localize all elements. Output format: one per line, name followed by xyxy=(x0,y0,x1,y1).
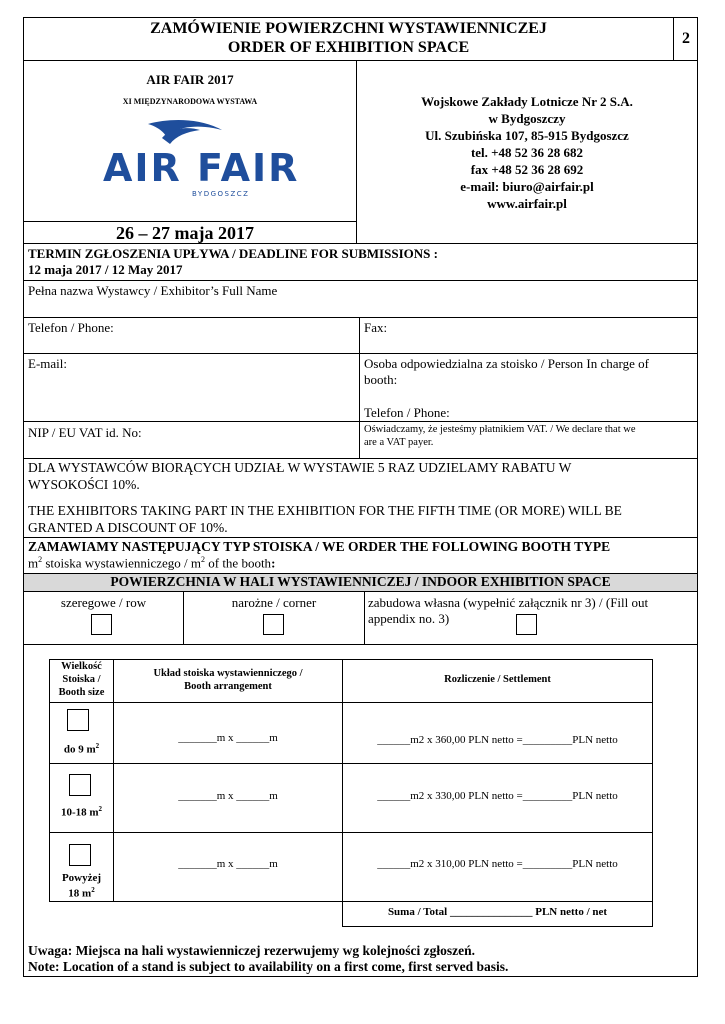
arrangement-row1[interactable]: _______m x ______m xyxy=(178,732,278,744)
col-size-header-3: Booth size xyxy=(58,687,105,698)
booth-unit-label: $m^2$ stoiska wystawienniczego / $m^2$ of the booth: xyxy=(28,555,276,571)
col-arrangement-header-2: Booth arrangement xyxy=(184,681,272,692)
fax-field[interactable] xyxy=(395,320,690,338)
col-size-header-1: Wielkość xyxy=(61,661,102,672)
size-row3-label-line2: 18 $m^2$ xyxy=(68,886,95,900)
opt-custom-checkbox[interactable] xyxy=(516,614,537,635)
opt-custom-line1: zabudowa własna (wypełnić załącznik nr 3) / (Fill out xyxy=(368,595,649,610)
phone-label: Telefon / Phone: xyxy=(28,320,114,335)
indoor-header: POWIERZCHNIA W HALI WYSTAWIENNICZEJ / INDOOR EXHIBITION SPACE xyxy=(110,574,611,589)
page-number: 2 xyxy=(682,30,690,47)
table-total-bottom xyxy=(342,926,653,927)
logo-city: BYDGOSZCZ xyxy=(192,190,250,198)
discount-top-line xyxy=(23,458,698,459)
email-top-line xyxy=(23,353,698,354)
person-phone-label: Telefon / Phone: xyxy=(364,405,450,420)
form-title-pl: ZAMÓWIENIE POWIERZCHNI WYSTAWIENNICZEJ xyxy=(150,20,547,37)
size-row1-checkbox[interactable] xyxy=(67,709,89,731)
organizer-name: Wojskowe Zakłady Lotnicze Nr 2 S.A. xyxy=(421,94,633,109)
col-arrangement-header-1: Układ stoiska wystawienniczego / xyxy=(153,668,303,679)
size-row3-label-line1: Powyżej xyxy=(61,872,102,884)
organizer-email[interactable]: e-mail: biuro@airfair.pl xyxy=(460,179,594,194)
exhibitor-name-field[interactable] xyxy=(28,299,688,316)
person-label-line2: booth: xyxy=(364,372,398,387)
person-label-line1: Osoba odpowiedzialna za stoisko / Person In charge of xyxy=(364,356,649,371)
nip-field[interactable] xyxy=(165,424,350,442)
settlement-row3[interactable]: ______m2 x 310,00 PLN netto =_________PLN netto xyxy=(377,858,618,870)
phone-field[interactable] xyxy=(130,320,350,338)
logo-wordmark: AIR FAIR xyxy=(103,146,300,190)
organizer-address: Ul. Szubińska 107, 85-915 Bydgoszcz xyxy=(425,128,629,143)
discount-pl-line1: DLA WYSTAWCÓW BIORĄCYCH UDZIAŁ W WYSTAWIE 5 RAZ UDZIELAMY RABATU W xyxy=(28,460,572,475)
organizer-website[interactable]: www.airfair.pl xyxy=(487,196,567,211)
fax-label: Fax: xyxy=(364,320,388,335)
options-bottom-line xyxy=(23,644,698,645)
total-row[interactable]: Suma / Total _______________ PLN netto / net xyxy=(387,906,608,918)
table-total-right xyxy=(652,901,653,927)
event-name: AIR FAIR 2017 xyxy=(146,72,234,87)
nip-label: NIP / EU VAT id. No: xyxy=(28,425,142,440)
email-label: E-mail: xyxy=(28,356,67,371)
table-header-line xyxy=(49,702,653,703)
vat-declaration-line2: are a VAT payer. xyxy=(364,437,434,448)
note-en: Note: Location of a stand is subject to availability on a first come, first served basis. xyxy=(28,959,509,974)
organizer-phone: tel. +48 52 36 28 682 xyxy=(470,145,584,160)
deadline-top-line xyxy=(23,243,698,244)
opt-divider-2 xyxy=(364,592,365,644)
table-row1-line xyxy=(49,763,653,764)
col-size-header-2: Stoiska / xyxy=(62,674,101,685)
vat-declaration-line1: Oświadczamy, że jesteśmy płatnikiem VAT. / We declare that we xyxy=(364,424,636,435)
discount-pl-line2: WYSOKOŚCI 10%. xyxy=(28,477,140,492)
contact-divider xyxy=(359,317,360,459)
header-bottom-line xyxy=(23,60,698,61)
event-subtitle: XI MIĘDZYNARODOWA WYSTAWA xyxy=(122,97,258,106)
arrangement-row3[interactable]: _______m x ______m xyxy=(178,858,278,870)
size-row2-checkbox[interactable] xyxy=(69,774,91,796)
email-field[interactable] xyxy=(80,356,350,374)
form-title-en: ORDER OF EXHIBITION SPACE xyxy=(227,39,470,56)
settlement-row1[interactable]: ______m2 x 360,00 PLN netto =_________PLN netto xyxy=(377,734,618,746)
booth-type-title: ZAMAWIAMY NASTĘPUJĄCY TYP STOISKA / WE ORDER THE FOLLOWING BOOTH TYPE xyxy=(28,539,611,554)
arrangement-row2[interactable]: _______m x ______m xyxy=(178,790,278,802)
organizer-city: w Bydgoszczy xyxy=(488,111,566,126)
name-top-line xyxy=(23,280,698,281)
opt-corner-label: narożne / corner xyxy=(231,595,317,610)
exhibitor-name-label: Pełna nazwa Wystawcy / Exhibitor’s Full Name xyxy=(28,283,278,298)
event-dates: 26 – 27 maja 2017 xyxy=(116,223,254,243)
size-row2-label: 10-18 $m^2$ xyxy=(60,805,103,819)
phone-top-line xyxy=(23,317,698,318)
size-row1-label: do 9 $m^2$ xyxy=(63,742,100,756)
opt-row-checkbox[interactable] xyxy=(91,614,112,635)
organizer-fax: fax +48 52 36 28 692 xyxy=(470,162,584,177)
deadline-label: TERMIN ZGŁOSZENIA UPŁYWA / DEADLINE FOR SUBMISSIONS : xyxy=(28,246,438,261)
opt-corner-checkbox[interactable] xyxy=(263,614,284,635)
discount-en-line1: THE EXHIBITORS TAKING PART IN THE EXHIBITION FOR THE FIFTH TIME (OR MORE) WILL BE xyxy=(28,503,622,518)
booth-type-top-line xyxy=(23,537,698,538)
col-settlement-header: Rozliczenie / Settlement xyxy=(444,674,551,685)
opt-custom-line2: appendix no. 3) xyxy=(368,611,450,626)
nip-top-line xyxy=(23,421,698,422)
opt-row-label: szeregowe / row xyxy=(60,595,147,610)
discount-en-line2: GRANTED A DISCOUNT OF 10%. xyxy=(28,520,228,535)
dates-top-line xyxy=(23,221,356,222)
deadline-date: 12 maja 2017 / 12 May 2017 xyxy=(28,262,183,277)
size-row3-checkbox[interactable] xyxy=(69,844,91,866)
settlement-row2[interactable]: ______m2 x 330,00 PLN netto =_________PLN netto xyxy=(377,790,618,802)
note-pl: Uwaga: Miejsca na hali wystawienniczej rezerwujemy wg kolejności zgłoszeń. xyxy=(28,943,476,958)
table-row2-line xyxy=(49,832,653,833)
